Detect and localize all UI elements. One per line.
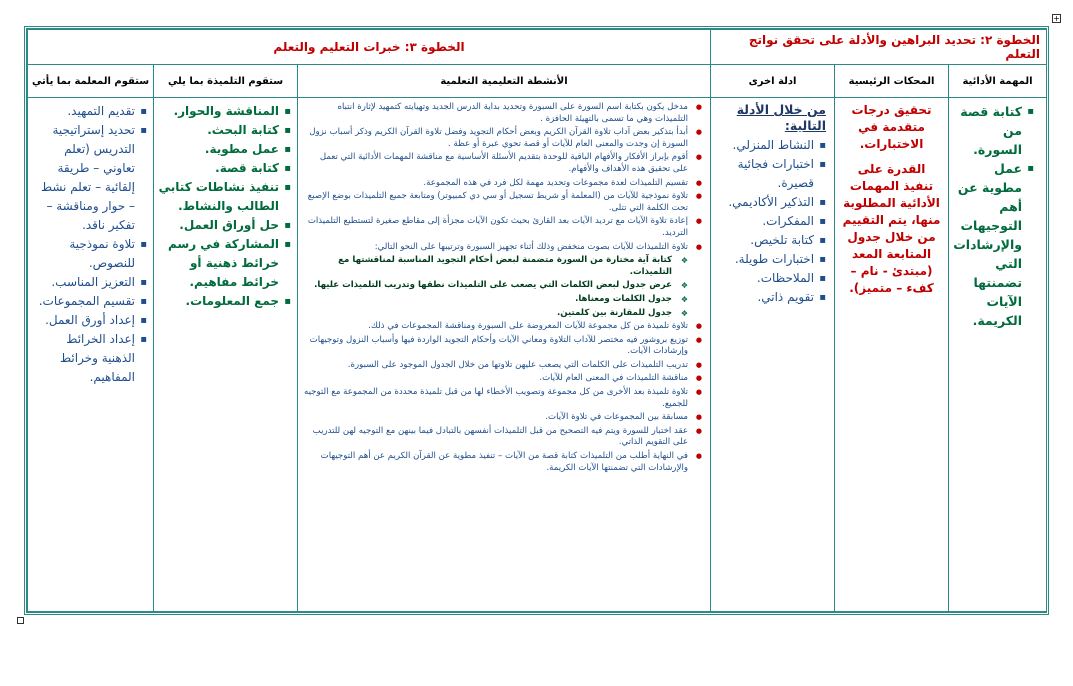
- student-item: ▪ حل أوراق العمل.: [158, 216, 289, 235]
- student-item: ▪ المناقشة والحوار.: [158, 102, 289, 121]
- evidence-item: ▪ التذكير الأكاديمي.: [715, 193, 824, 212]
- student-cell: [154, 98, 298, 612]
- evidence-title: من خلال الأدلة التالية:: [736, 102, 827, 133]
- activity-item: ● تلاوة تلميذة بعد الأخرى من كل مجموعة وتصويب الأخطاء لها من قبل تلميذة محددة من المجموعة مع التوجيه للجميع.: [302, 387, 702, 410]
- activity-item: ● أبدأ بتذكير بعض آداب تلاوة القرآن الكريم وبعض أحكام التجويد وفضل تلاوة القرآن الكريم وذكر أسباب نزول السورة إن وجدت والمعنى العام للآيات أو قصة تحوي عبرة أو عظة .: [302, 127, 702, 150]
- task-item: ▪ كتابة قصة من السورة.: [953, 102, 1032, 159]
- student-item: ▪ تنفيذ نشاطات كتابي الطالب والنشاط.: [158, 178, 289, 216]
- teacher-item: ▪ إعداد أورق العمل.: [32, 311, 145, 330]
- student-item: ▪ المشاركة في رسم خرائط ذهنية أو خرائط مفاهيم.: [158, 235, 289, 292]
- step2-title: الخطوة ٢: تحديد البراهين والأدلة على تحقق نواتج التعلم: [711, 30, 1047, 65]
- criteria-item: القدرة على تنفيذ المهمات الأدائية المطلوبة منها، يتم التقييم من خلال جدول المتابعة المعد (مبتدئ - نام – كفء – متميز).: [842, 162, 941, 295]
- evidence-item: ▪ كتابة تلخيص.: [715, 231, 824, 250]
- evidence-item: ▪ النشاط المنزلي.: [715, 136, 824, 155]
- lesson-plan-table: [27, 29, 1047, 612]
- teacher-item: ▪ تلاوة نموذجية للنصوص.: [32, 235, 145, 273]
- activity-item: ● تلاوة تلميذة من كل مجموعة للآيات المعروضة على السبورة ومناقشة المجموعات في ذلك.: [302, 321, 702, 333]
- activities-list: [298, 98, 710, 474]
- header-criteria: المحكات الرئيسية: [835, 65, 949, 98]
- task-cell: [949, 98, 1047, 612]
- header-activities: الأنشطة التعليمية التعلمية: [298, 65, 711, 98]
- steps-row: [28, 30, 1047, 65]
- teacher-item: ▪ التعزيز المناسب.: [32, 273, 145, 292]
- activity-item: ● مسابقة بين المجموعات في تلاوة الآيات.: [302, 412, 702, 424]
- activity-subitem: ❖ كتابة آية مختارة من السورة متضمنة لبعض أحكام التجويد المناسبة لمناقشتها مع التلميذات.: [302, 255, 702, 278]
- activity-item: ● تدريب التلميذات على الكلمات التي يصعب عليهن تلاوتها من خلال الجدول الموجود على السبورة.: [302, 360, 702, 372]
- teacher-cell: [28, 98, 154, 612]
- criteria-cell: [835, 98, 949, 612]
- evidence-cell: [711, 98, 835, 612]
- student-item: ▪ كتابة قصة.: [158, 159, 289, 178]
- activity-subitem: ❖ جدول الكلمات ومعناها.: [302, 294, 702, 306]
- activity-subitem: ❖ عرض جدول لبعض الكلمات التي يصعب على التلميذات نطقها وتدريب التلميذات عليها.: [302, 280, 702, 292]
- activity-item: ● مناقشة التلميذات في المعنى العام للآيات.: [302, 373, 702, 385]
- activity-item: ● توزيع بروشور فيه مختصر للآداب التلاوة ومعاني الآيات وأحكام التجويد الواردة فيها وأسباب النزول وتوجيهات وإرشادات الآيات.: [302, 335, 702, 358]
- evidence-item: ▪ اختبارات فجائية قصيرة.: [715, 155, 824, 193]
- header-evidence: ادلة اخرى: [711, 65, 835, 98]
- header-teacher: ستقوم المعلمة بما يأتي: [28, 65, 154, 98]
- activity-item: ● عقد اختبار للسورة ويتم فيه التصحيح من قبل التلميذات أنفسهن بالتبادل فيما بينهن مع التوجيه لهن للتدريب على التقويم الذاتي.: [302, 426, 702, 449]
- task-item: ▪ عمل مطوية عن أهم التوجيهات والإرشادات التي تضمنتها الآيات الكريمة.: [953, 159, 1032, 330]
- evidence-item: ▪ المفكرات.: [715, 212, 824, 231]
- evidence-item: ▪ الملاحظات.: [715, 269, 824, 288]
- header-row: [28, 65, 1047, 98]
- activity-item: ● تلاوة التلميذات للآيات بصوت منخفض وذلك أثناء تجهيز السبورة وترتيبها على النحو التالي:: [302, 242, 702, 254]
- student-item: ▪ كتابة البحث.: [158, 121, 289, 140]
- criteria-item: تحقيق درجات متقدمة في الاختبارات.: [851, 103, 932, 151]
- activity-item: ● تقسيم التلميذات لعدة مجموعات وتحديد مهمة لكل فرد في هذه المجموعة.: [302, 178, 702, 190]
- step3-title: الخطوة ٣: خبرات التعليم والتعلم: [28, 30, 711, 65]
- evidence-item: ▪ اختبارات طويلة.: [715, 250, 824, 269]
- activity-subitem: ❖ جدول للمقارنة بين كلمتين.: [302, 308, 702, 320]
- activities-cell: [298, 98, 711, 612]
- header-task: المهمة الأدائية: [949, 65, 1047, 98]
- teacher-item: ▪ تقديم التمهيد.: [32, 102, 145, 121]
- activity-item: ● مدخل يكون بكتابة اسم السورة على السبورة وتحديد بداية الدرس الجديد وتهيايته كتمهيد لإثارة انتباه التلميذات وهي ما تسمى بالتهيئة الحافزة .: [302, 102, 702, 125]
- activity-item: ● تلاوة نموذجية للآيات من (المعلمة أو شريط تسجيل أو سي دي كمبيوتر) ومتابعة جميع التلميذات بوضع الإصبع تحت الكلمة التي تتلى.: [302, 191, 702, 214]
- student-item: ▪ عمل مطوية.: [158, 140, 289, 159]
- table-move-handle[interactable]: +: [1053, 14, 1060, 23]
- evidence-item: ▪ تقويم ذاتي.: [715, 288, 824, 307]
- teacher-item: ▪ إعداد الخرائط الذهنية وخرائط المفاهيم.: [32, 330, 145, 387]
- table-resize-handle[interactable]: [17, 617, 24, 624]
- teacher-item: ▪ تحديد إستراتيجية التدريس (تعلم تعاوني – طريقة إلقائية – تعلم نشط – حوار ومناقشة – تفكير ناقد.: [32, 121, 145, 235]
- teacher-item: ▪ تقسيم المجموعات.: [32, 292, 145, 311]
- header-student: ستقوم التلميذة بما يلي: [154, 65, 298, 98]
- activity-item: ● إعادة تلاوة الآيات مع ترديد الآيات بعد القارئ بحيث تكون الآيات مجزأة إلى مقاطع صغيرة لتستطيع التلميذات الترديد.: [302, 216, 702, 239]
- student-item: ▪ جمع المعلومات.: [158, 292, 289, 311]
- activity-item: ● في النهاية أطلب من التلميذات كتابة قصة من الآيات – تنفيذ مطوية عن القرآن الكريم عن أهم التوجيهات والإرشادات التي تضمنتها الآيات الكريمة.: [302, 451, 702, 474]
- activity-item: ● أقوم بإبراز الأفكار والأفهام الباقية للوحدة بتقديم الأسئلة الأساسية مع مناقشة المهمات الأدائية التي تعمل على تحقيق هذه الأهداف والأفهام.: [302, 152, 702, 175]
- content-row: [28, 98, 1047, 612]
